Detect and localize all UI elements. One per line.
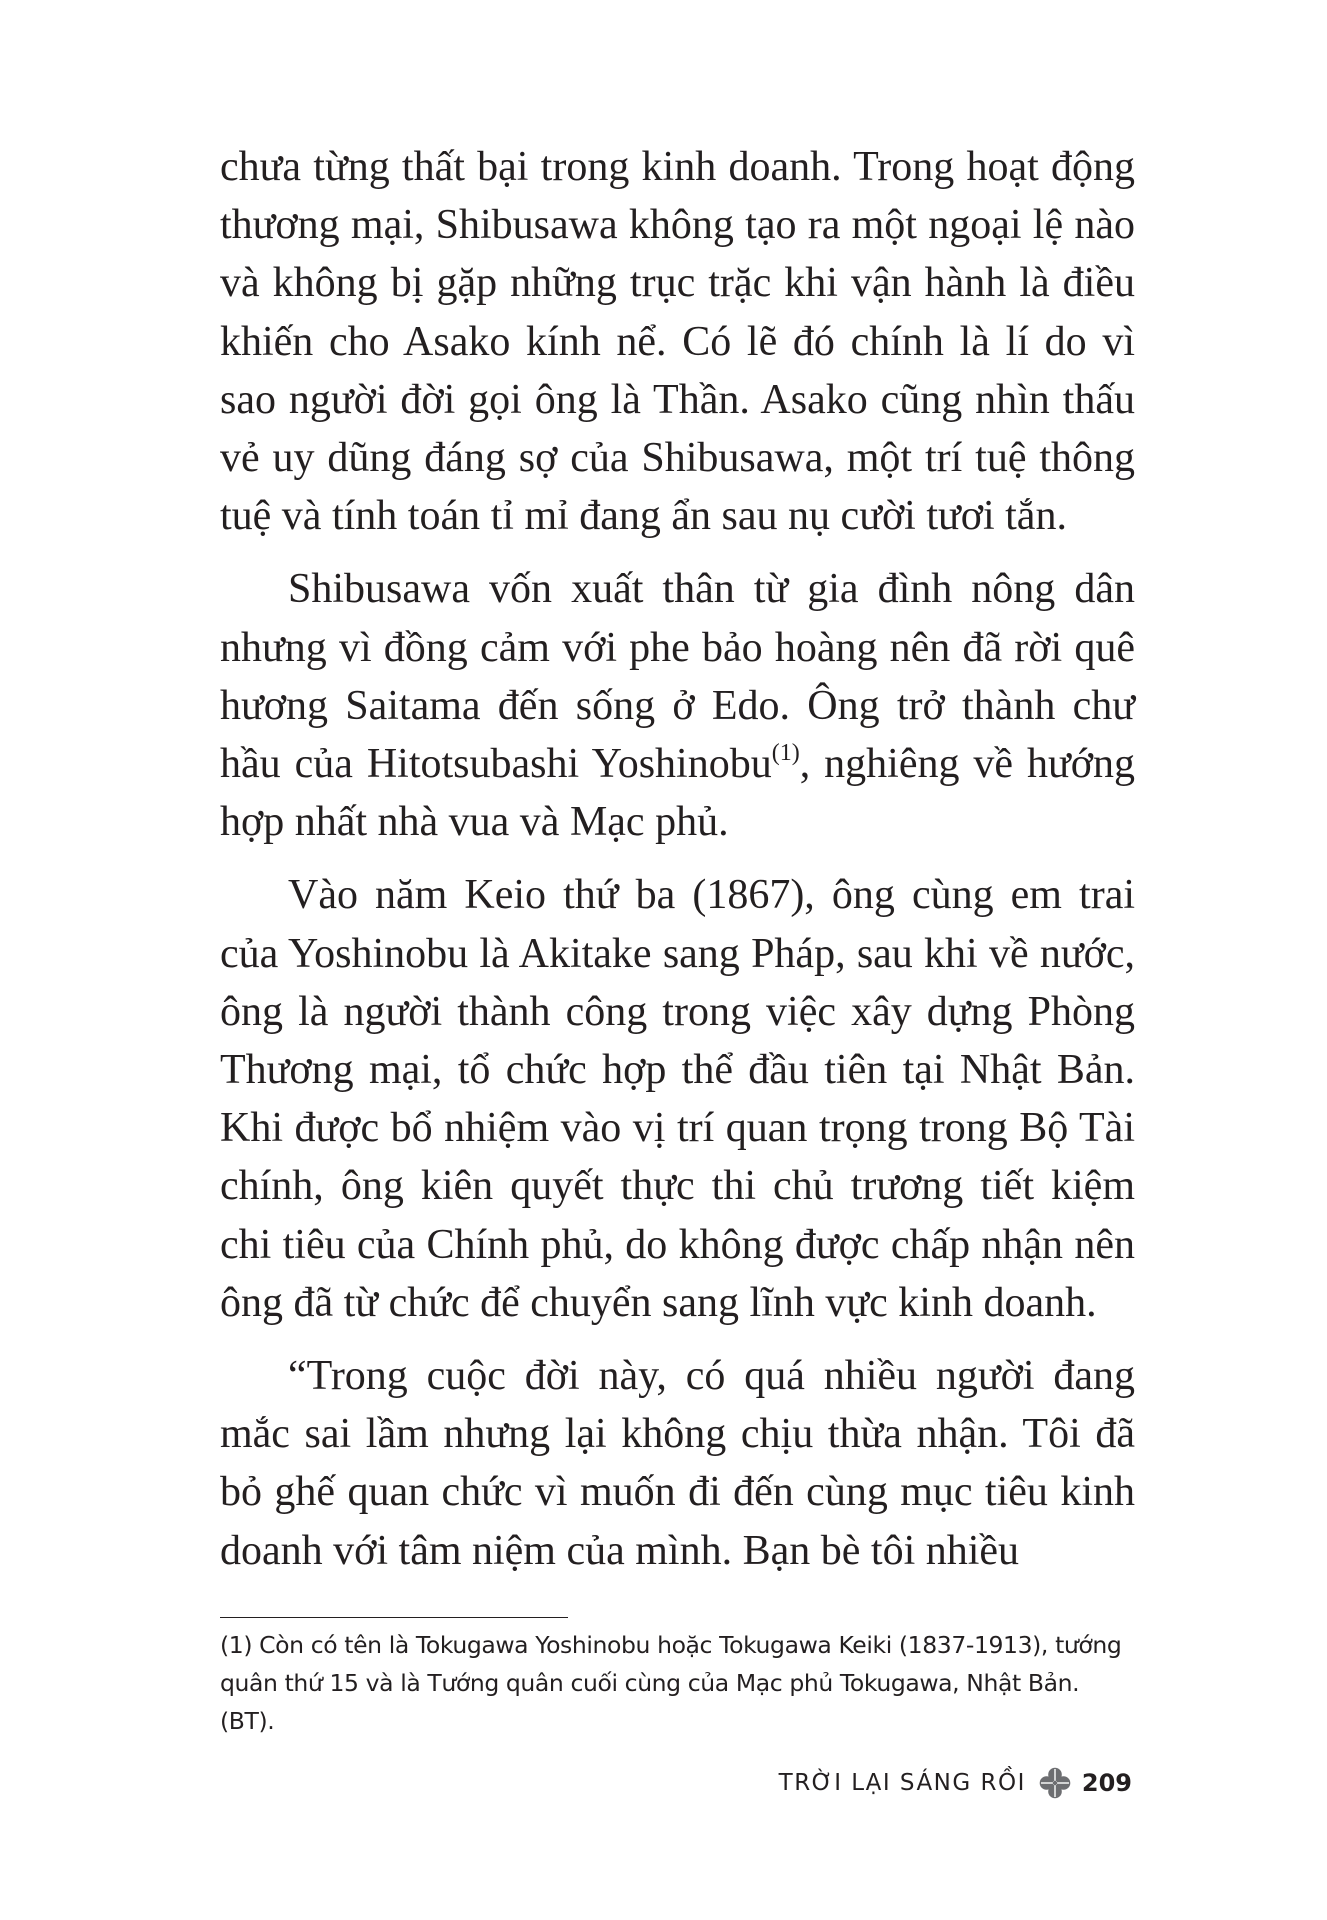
footnote-divider <box>220 1617 568 1618</box>
paragraph-4: “Trong cuộc đời này, có quá nhiều người đang mắc sai lầm nhưng lại không chịu thừa nhận. Tôi đã bỏ ghế quan chức vì muốn đi đến cùng mục tiêu kinh doanh với tâm niệm của mình. Bạn bè tôi nhiều <box>220 1353 1135 1574</box>
paragraph-2 <box>220 560 1135 851</box>
running-title: TRỜI LẠI SÁNG RỒI <box>778 1770 1026 1796</box>
footnote-reference: (1) <box>771 740 800 767</box>
footnote: (1) Còn có tên là Tokugawa Yoshinobu hoặc Tokugawa Keiki (1837-1913), tướng quân thứ 15 và là Tướng quân cuối cùng của Mạc phủ Tokugawa, Nhật Bản. (BT). <box>220 1631 1122 1735</box>
paragraph-2-text-a: Shibusawa vốn xuất thân từ gia đình nông dân nhưng vì đồng cảm với phe bảo hoàng nên đã rời quê hương Saitama đến sống ở Edo. Ông trở thành chư hầu của Hitotsubashi Yoshinobu <box>220 566 1135 788</box>
paragraph-2-text-b: , nghiêng về hướng hợp nhất nhà vua và Mạc phủ. <box>220 741 1135 846</box>
page-footer <box>779 1763 1132 1803</box>
page-number: 209 <box>1081 1769 1132 1797</box>
paragraph-3: Vào năm Keio thứ ba (1867), ông cùng em trai của Yoshinobu là Akitake sang Pháp, sau khi về nước, ông là người thành công trong việc xây dựng Phòng Thương mại, tổ chức hợp thể đầu tiên tại Nhật Bản. Khi được bổ nhiệm vào vị trí quan trọng trong Bộ Tài chính, ông kiên quyết thực thi chủ trương tiết kiệm chi tiêu của Chính phủ, do không được chấp nhận nên ông đã từ chức để chuyển sang lĩnh vực kinh doanh. <box>220 872 1135 1326</box>
body-text <box>220 138 1135 1595</box>
clover-icon <box>1038 1766 1072 1800</box>
paragraph-1: chưa từng thất bại trong kinh doanh. Trong hoạt động thương mại, Shibusawa không tạo ra một ngoại lệ nào và không bị gặp những trục trặc khi vận hành là điều khiến cho Asako kính nể. Có lẽ đó chính là lí do vì sao người đời gọi ông là Thần. Asako cũng nhìn thấu vẻ uy dũng đáng sợ của Shibusawa, một trí tuệ thông tuệ và tính toán tỉ mỉ đang ẩn sau nụ cười tươi tắn. <box>220 144 1135 540</box>
